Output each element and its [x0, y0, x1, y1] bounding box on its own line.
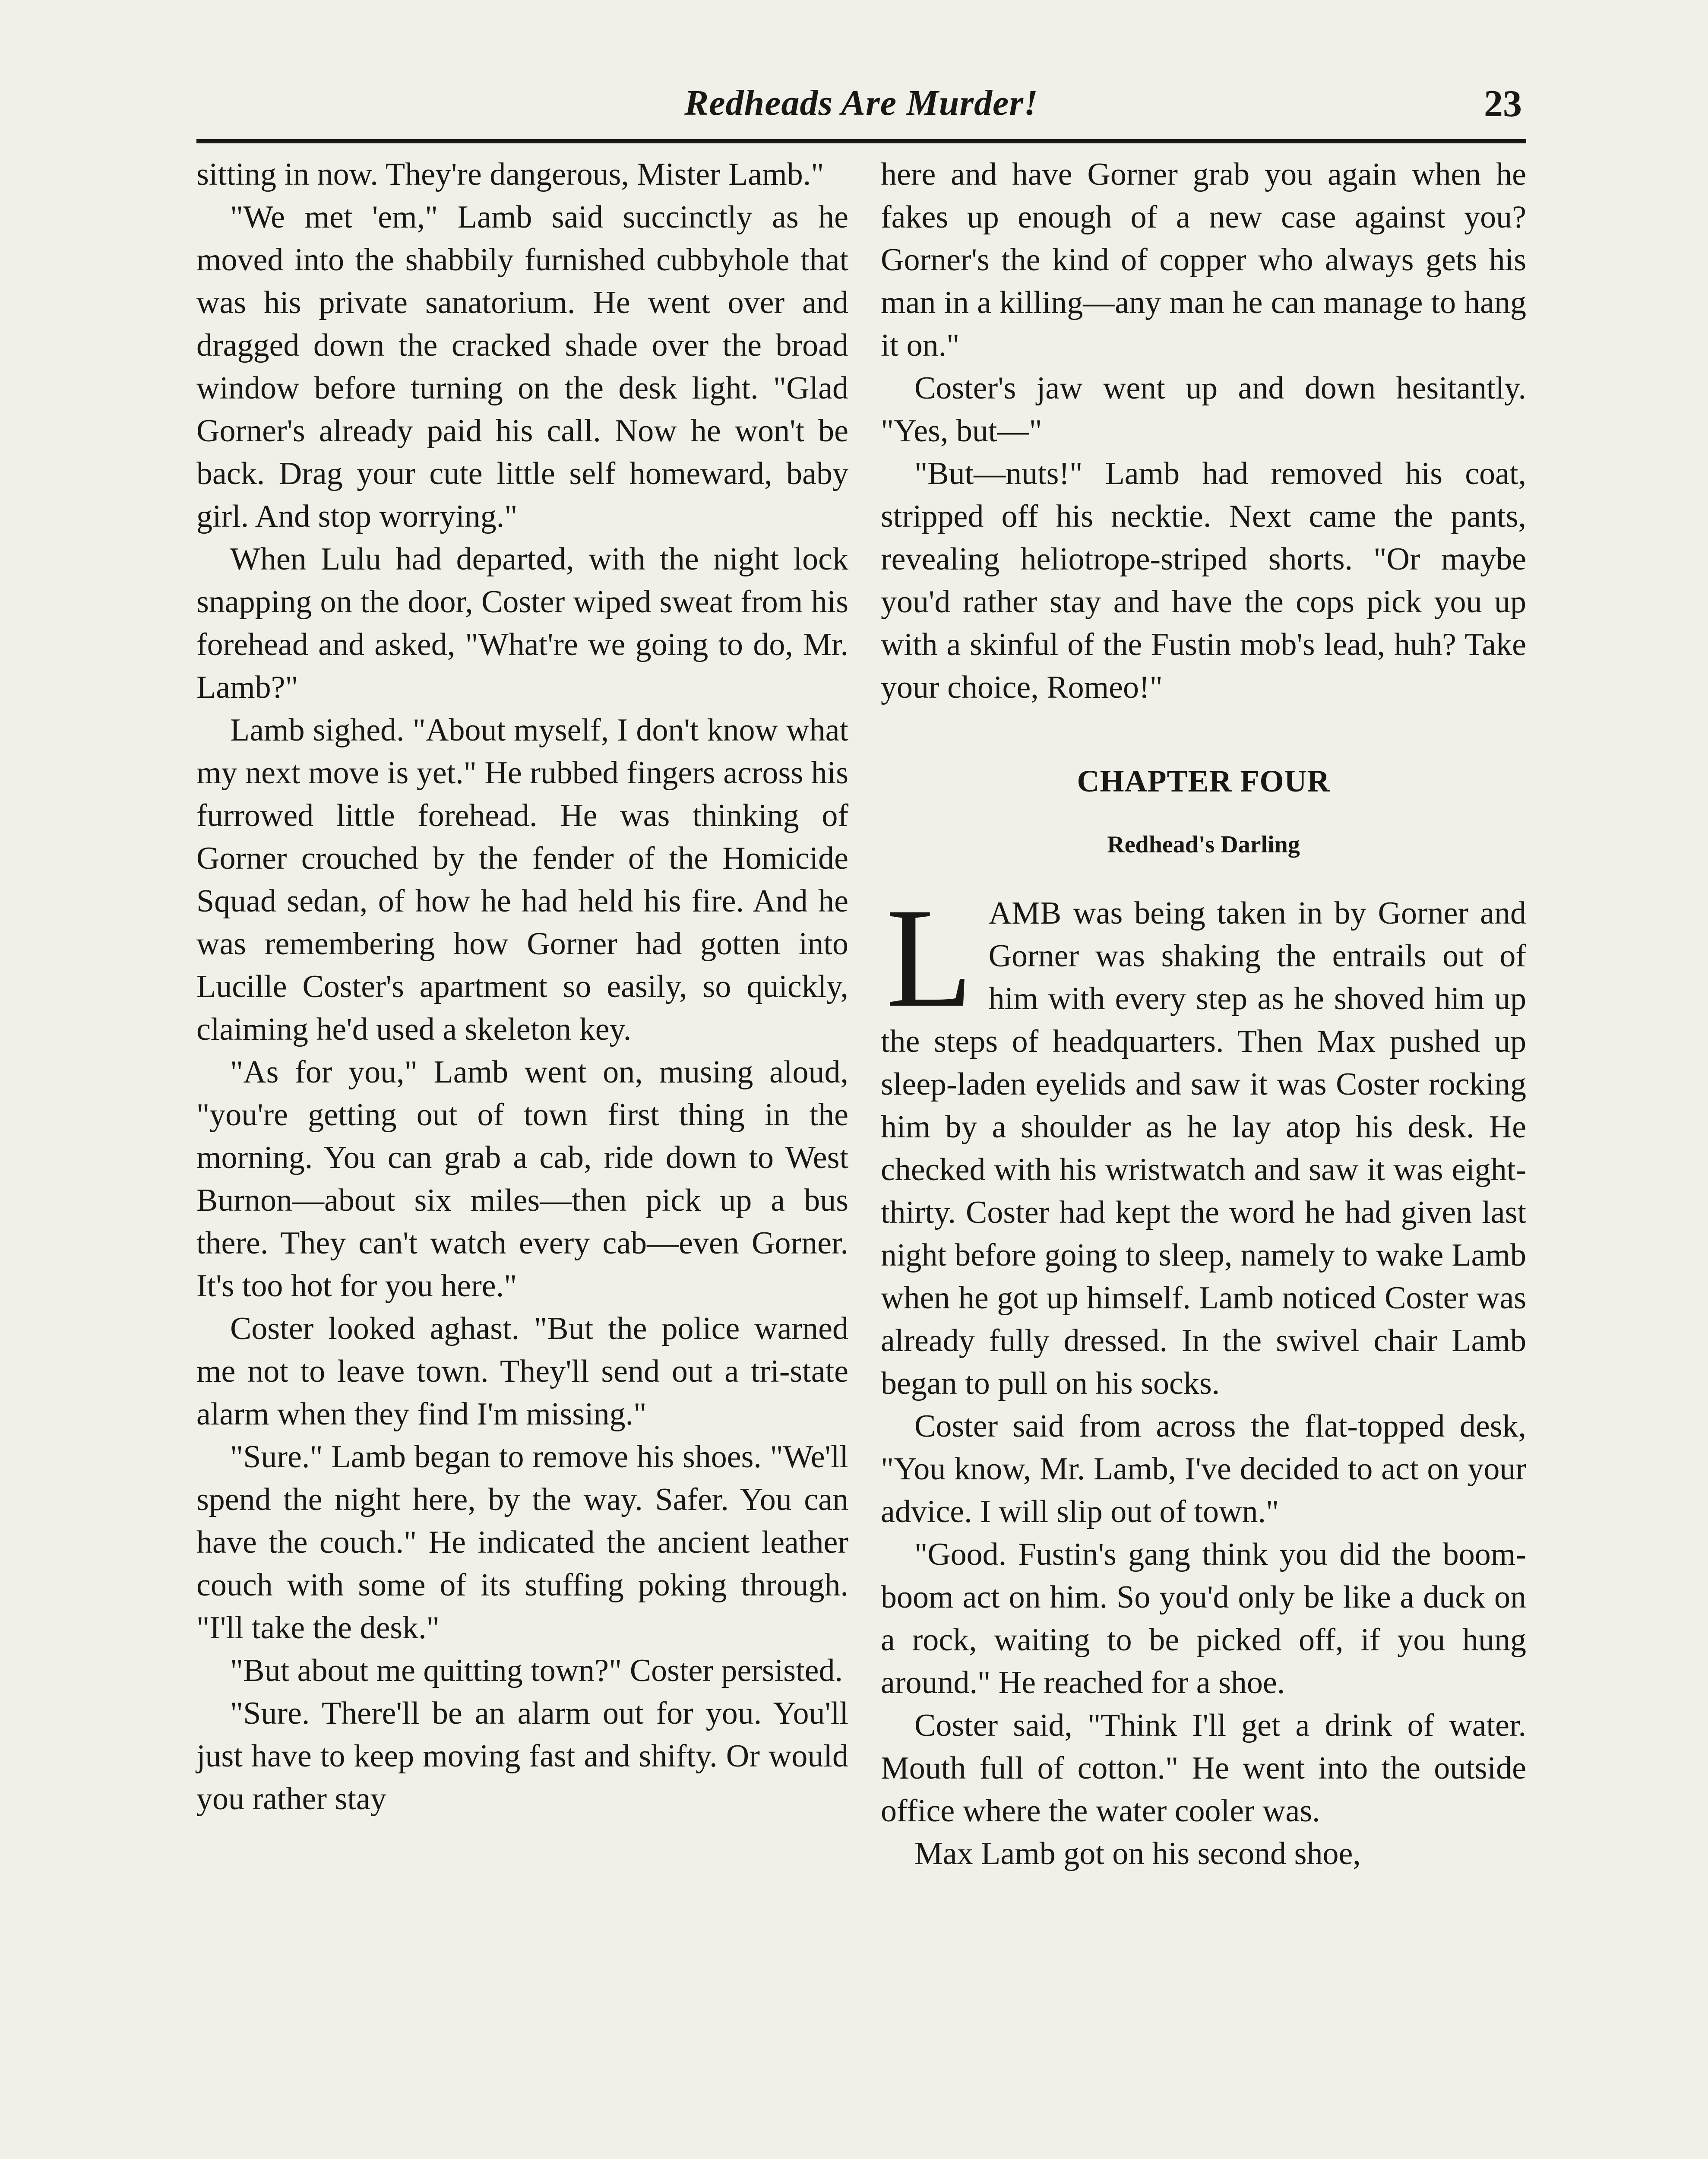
paragraph: "We met 'em," Lamb said succinctly as he moved into the shabbily furnished cubbyhole that was his private sanatorium. He went over and dragged down the cracked shade over the broad window before turning on the desk light. "Glad Gorner's already paid his call. Now he won't be back. Drag your cute little self homeward, baby girl. And stop worrying." [196, 199, 848, 534]
opening-text: AMB was being taken in by Gorner and Gorner was shaking the entrails out of him with every step as he shoved him up the steps of headquarters. Then Max pushed up sleep-laden eyelids and saw it was Coster rocking him by a shoulder as he lay atop his desk. He checked with his wristwatch and saw it was eight-thirty. Coster had kept the word he had given last night before going to sleep, namely to wake Lamb when he got up himself. Lamb noticed Coster was already fully dressed. In the swivel chair Lamb began to pull on his socks. [881, 896, 1526, 1401]
chapter-opening-paragraph [881, 879, 1526, 1405]
paragraph: When Lulu had departed, with the night lock snapping on the door, Coster wiped sweat from his forehead and asked, "What're we going to do, Mr. Lamb?" [196, 541, 848, 705]
paragraph: "But—nuts!" Lamb had removed his coat, stripped off his necktie. Next came the pants, revealing heliotrope-striped shorts. "Or maybe you'd rather stay and have the cops pick you up with a skinful of the Fustin mob's lead, huh? Take your choice, Romeo!" [881, 456, 1526, 705]
running-title: Redheads Are Murder! [684, 83, 1038, 123]
paragraph: Max Lamb got on his second shoe, [914, 1836, 1361, 1871]
paragraph: Coster looked aghast. "But the police warned me not to leave town. They'll send out a tri-state alarm when they find I'm missing." [196, 1311, 848, 1432]
right-column [881, 153, 1526, 1875]
page-number: 23 [1484, 83, 1522, 125]
chapter-title: CHAPTER FOUR [1077, 764, 1330, 798]
paragraph: "Sure." Lamb began to remove his shoes. "We'll spend the night here, by the way. Safer. You can have the couch." He indicated the ancient leather couch with some of its stuffing poking through. "I'll take the desk." [196, 1439, 848, 1646]
paragraph: "Sure. There'll be an alarm out for you. You'll just have to keep moving fast and shifty. Or would you rather stay [196, 1696, 848, 1817]
page-header [196, 82, 1526, 134]
paragraph: "As for you," Lamb went on, musing aloud, "you're getting out of town first thing in the morning. You can grab a cab, ride down to West Burnon—about six miles—then pick up a bus there. They can't watch every cab—even Gorner. It's too hot for you here." [196, 1054, 848, 1304]
paragraph: Lamb sighed. "About myself, I don't know what my next move is yet." He rubbed fingers across his furrowed little forehead. He was thinking of Gorner crouched by the fender of the Homicide Squad sedan, of how he had held his fire. And he was remembering how Gorner had gotten into Lucille Coster's apartment so easily, so quickly, claiming he'd used a skeleton key. [196, 712, 848, 1047]
paragraph: Coster's jaw went up and down hesitantly. "Yes, but—" [881, 370, 1526, 449]
chapter-subtitle: Redhead's Darling [1107, 831, 1300, 858]
paragraph: here and have Gorner grab you again when he fakes up enough of a new case against you? Gorner's the kind of copper who always gets his man in a killing—any man he can manage to hang it on." [881, 157, 1526, 363]
paragraph: Coster said from across the flat-topped desk, "You know, Mr. Lamb, I've decided to act on your advice. I will slip out of town." [881, 1409, 1526, 1529]
header-rule [196, 139, 1526, 143]
drop-cap: L [886, 879, 973, 1037]
paragraph: sitting in now. They're dangerous, Mister Lamb." [196, 157, 824, 192]
paragraph: Coster said, "Think I'll get a drink of water. Mouth full of cotton." He went into the outside office where the water cooler was. [881, 1708, 1526, 1829]
paragraph: "But about me quitting town?" Coster persisted. [230, 1653, 843, 1688]
left-column [196, 153, 848, 1820]
paragraph: "Good. Fustin's gang think you did the boom-boom act on him. So you'd only be like a duck on a rock, waiting to be picked off, if you hung around." He reached for a shoe. [881, 1537, 1526, 1700]
